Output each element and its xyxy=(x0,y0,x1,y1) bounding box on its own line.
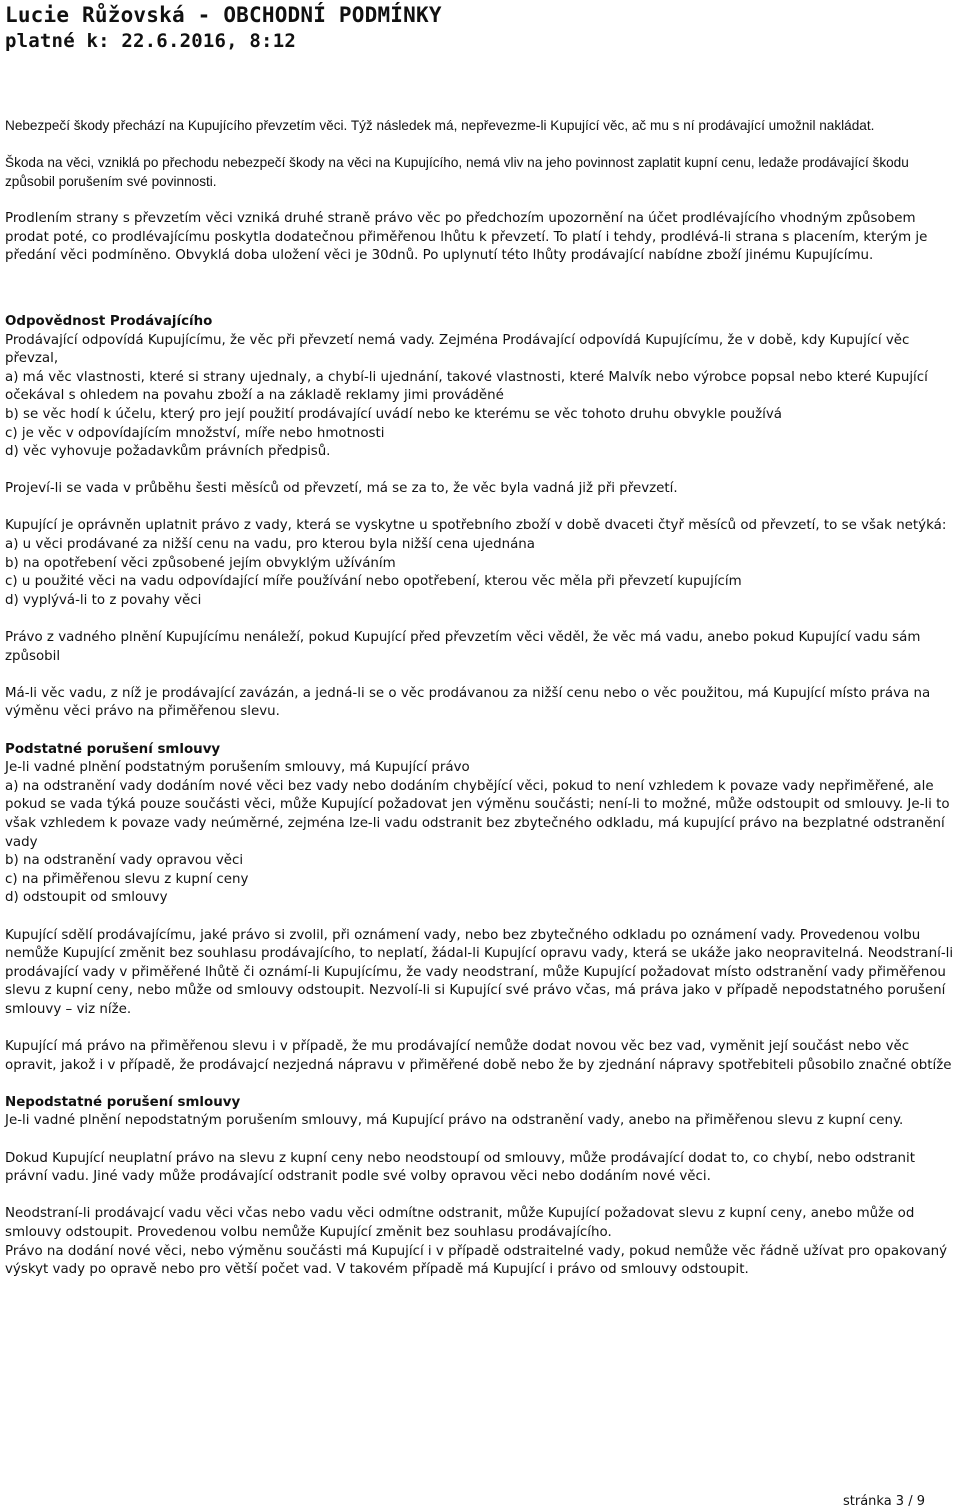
material-item: a) na odstranění vady dodáním nové věci bez vady nebo dodáním chybějící věci, pokud to není vzhledem k povaze vady nepřiměřené, ale pokud se vada týká pouze součásti věci, může Kupující požadovat jen výměnu součásti; není-li to možné, může odstoupit od smlouvy. Je-li to však vzhledem k povaze vady neúměrné, zejména lze-li vadu odstranit bez zbytečného odkladu, má kupující právo na bezplatné odstranění vady xyxy=(5,778,950,850)
paragraph-damage: Škoda na věci, vzniklá po přechodu nebezpečí škody na věci na Kupujícího, nemá vliv na jeho povinnost zaplatit kupní cenu, ledaže prodávající škodu způsobil porušením své povinnosti. xyxy=(5,155,909,189)
paragraph-notice: Kupující sdělí prodávajícímu, jaké právo si zvolil, při oznámení vady, nebo bez zbytečného odkladu po oznámení vady. Provedenou volbu nemůže Kupující změnit bez souhlasu prodávajícího, to neplatí, žádal-li Kupující opravu vady, která se ukáže jako neopravitelná. Neodstraní-li prodávající vady v přiměřené lhůtě či oznámí-li Kupujícímu, že vady neodstraní, může Kupující požadovat místo odstranění vady přiměřenou slevu z kupní ceny, nebo může od smlouvy odstoupit. Nezvolí-li si Kupující své právo včas, má práva jako v případě nepodstatného porušení smlouvy – viz níže. xyxy=(5,927,954,1017)
warranty-item: b) na opotřebení věci způsobené jejím obvyklým užíváním xyxy=(5,555,396,571)
paragraph-until-claim: Dokud Kupující neuplatní právo na slevu z kupní ceny nebo neodstoupí od smlouvy, může prodávající dodat to, co chybí, nebo odstranit právní vadu. Jiné vady může prodávající odstranit podle své volby opravou věci nebo dodáním nové věci. xyxy=(5,1150,916,1185)
liability-item: a) má věc vlastnosti, které si strany ujednaly, a chybí-li ujednání, takové vlastnosti, které Malvík nebo výrobce popsal nebo které Kupující očekával s ohledem na povahu zboží a na základě reklamy jimi prováděné xyxy=(5,369,928,404)
warranty-item: c) u použité věci na vadu odpovídající míře používání nebo opotřebení, kterou věc měla při převzetí kupujícím xyxy=(5,574,742,590)
document-body xyxy=(5,117,955,1280)
paragraph-six-months: Projeví-li se vada v průběhu šesti měsíců od převzetí, má se za to, že věc byla vadná již při převzetí. xyxy=(5,481,678,497)
material-item: d) odstoupit od smlouvy xyxy=(5,890,168,906)
liability-item: d) věc vyhovuje požadavkům právních předpisů. xyxy=(5,444,331,460)
paragraph-not-removed: Neodstraní-li prodávajcí vadu věci včas nebo vadu věci odmítne odstranit, může Kupující požadovat slevu z kupní ceny, anebo může od smlouvy odstoupit. Provedenou volbu nemůže Kupující změnit bez souhlasu prodávajícího. xyxy=(5,1206,915,1241)
page-number: stránka 3 / 9 xyxy=(842,1494,925,1509)
paragraph-no-right: Právo z vadného plnění Kupujícímu nenáleží, pokud Kupující před převzetím věci věděl, že věc má vadu, anebo pokud Kupující vadu sám způsobil xyxy=(5,630,921,664)
warranty-intro: Kupující je oprávněn uplatnit právo z vady, která se vyskytne u spotřebního zboží v době dvaceti čtyř měsíců od převzetí, to se však netýká: xyxy=(5,518,947,534)
material-item: b) na odstranění vady opravou věci xyxy=(5,853,244,869)
section-liability xyxy=(5,313,955,462)
paragraph-discount: Má-li věc vadu, z níž je prodávající zavázán, a jedná-li se o věc prodávanou za nižší cenu nebo o věc použitou, má Kupující místo práva na výměnu věci právo na přiměřenou slevu. xyxy=(5,685,931,720)
document-header xyxy=(5,0,955,53)
material-item: c) na přiměřenou slevu z kupní ceny xyxy=(5,871,249,887)
document-title: Lucie Růžovská - OBCHODNÍ PODMÍNKY xyxy=(5,3,442,27)
liability-item: b) se věc hodí k účelu, který pro její použití prodávající uvádí nebo ke kterému se věc tohoto druhu obvykle používá xyxy=(5,406,783,422)
immaterial-final-block xyxy=(5,1205,955,1279)
section-heading-liability: Odpovědnost Prodávajícího xyxy=(5,313,213,329)
paragraph-delay: Prodlením strany s převzetím věci vzniká druhé straně právo věc po předchozím upozornění na účet prodlévajícího vhodným způsobem prodat poté, co prodlévajícímu poskytla dodatečnou přiměřenou lhůtu k převzetí. To platí i tehdy, prodlévá-li strana s placením, kterým je předání věci podmíněno. Obvyklá doba uložení věci je 30dnů. Po uplynutí této lhůty prodávající nabídne zboží jinému Kupujícímu. xyxy=(5,210,928,264)
material-intro: Je-li vadné plnění podstatným porušením smlouvy, má Kupující právo xyxy=(5,760,470,776)
section-material-breach xyxy=(5,741,955,908)
paragraph-new-item: Právo na dodání nové věci, nebo výměnu součásti má Kupující i v případě odstraitelné vady, pokud nemůže věc řádně užívat pro opakovaný výskyt vady po opravě nebo pro větší počet vad. V takovém případě má Kupující i právo od smlouvy odstoupit. xyxy=(5,1243,948,1278)
warranty-item: a) u věci prodávané za nižší cenu na vadu, pro kterou byla nižší cena ujednána xyxy=(5,537,535,553)
section-heading-material-breach: Podstatné porušení smlouvy xyxy=(5,741,221,757)
warranty-block xyxy=(5,517,955,610)
immaterial-intro: Je-li vadné plnění nepodstatným porušením smlouvy, má Kupující právo na odstranění vady, anebo na přiměřenou slevu z kupní ceny. xyxy=(5,1113,904,1129)
warranty-item: d) vyplývá-li to z povahy věci xyxy=(5,592,202,608)
document-validity-date: platné k: 22.6.2016, 8:12 xyxy=(5,30,296,52)
section-heading-immaterial-breach: Nepodstatné porušení smlouvy xyxy=(5,1094,241,1110)
liability-intro: Prodávající odpovídá Kupujícímu, že věc při převzetí nemá vady. Zejména Prodávající odpovídá Kupujícímu, že v době, kdy Kupující věc převzal, xyxy=(5,332,910,367)
liability-item: c) je věc v odpovídajícím množství, míře nebo hmotnosti xyxy=(5,425,385,441)
paragraph-risk-transfer: Nebezpečí škody přechází na Kupujícího převzetím věci. Týž následek má, nepřevezme-li Kupující věc, ač mu s ní prodávající umožnil nakládat. xyxy=(5,118,875,133)
section-immaterial-breach xyxy=(5,1094,955,1131)
paragraph-reasonable-discount: Kupující má právo na přiměřenou slevu i v případě, že mu prodávající nemůže dodat novou věc bez vad, vyměnit její součást nebo věc opravit, jakož i v případě, že prodávajcí nezjedná nápravu v přiměřené době nebo že by zjednání nápravy spotřebiteli působilo značné obtíže xyxy=(5,1039,952,1073)
